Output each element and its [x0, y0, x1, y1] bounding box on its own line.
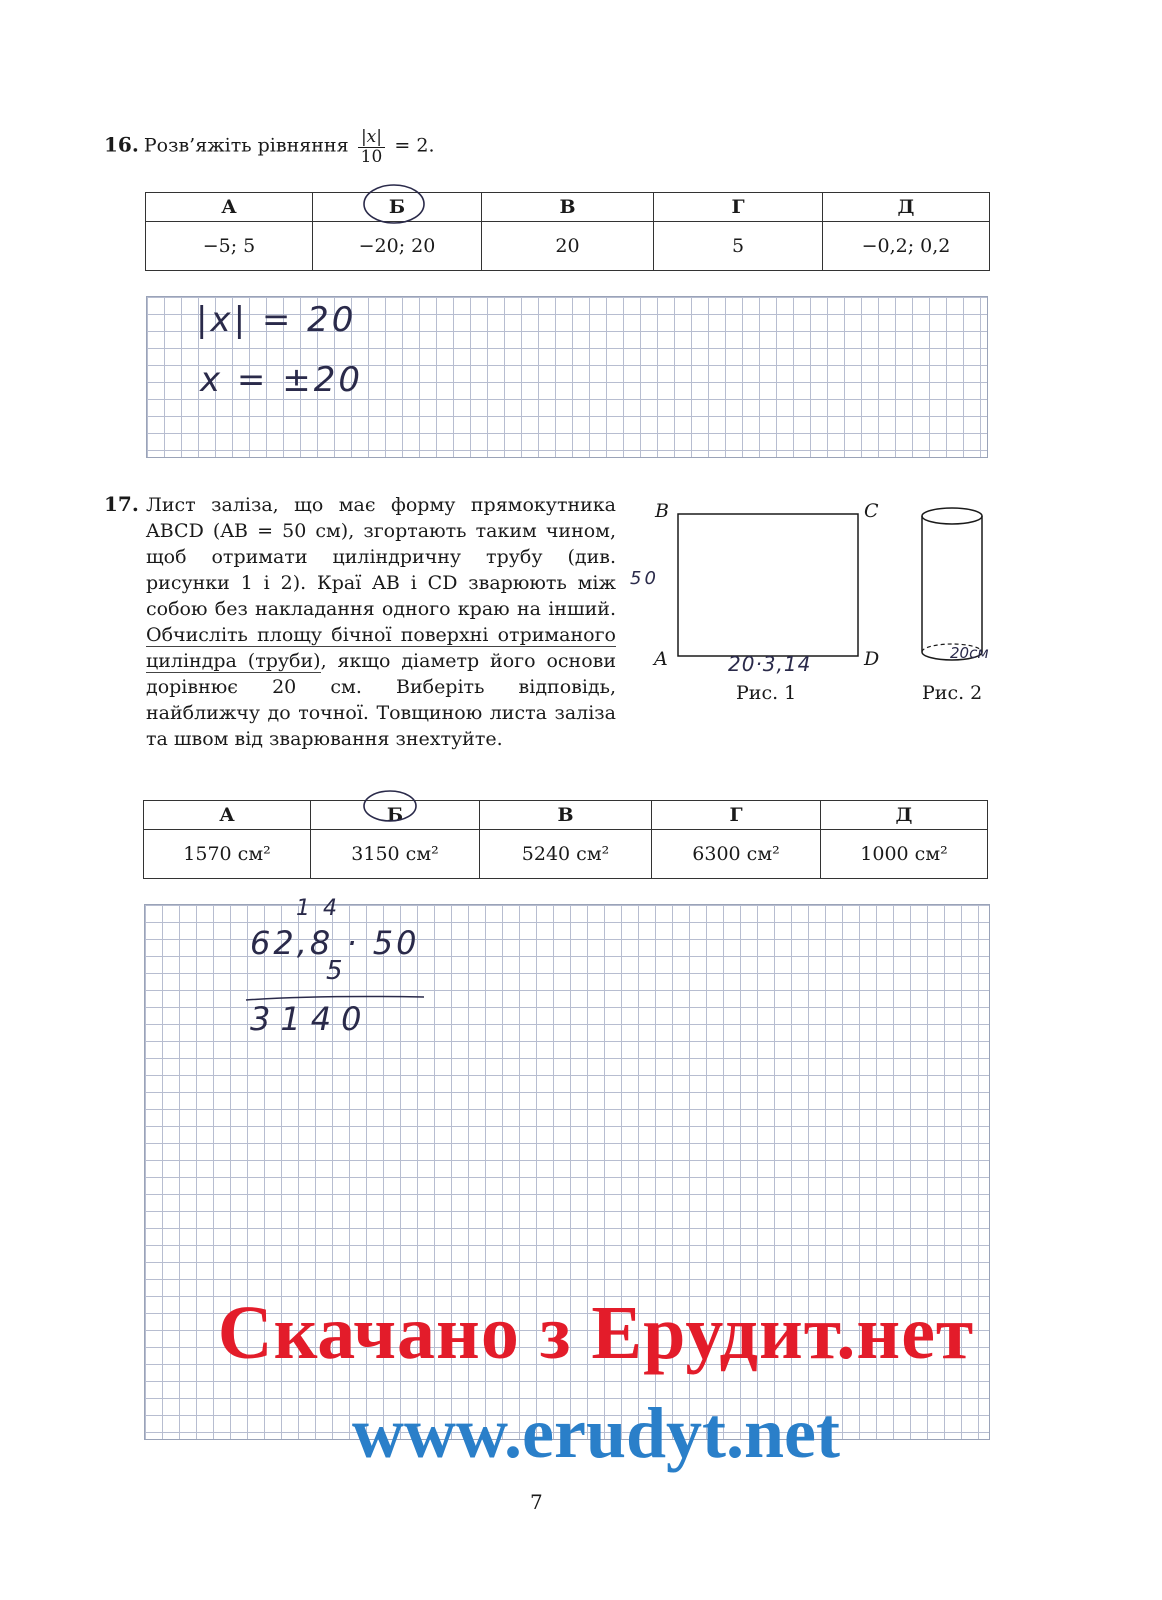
q17-option-value: 1570 см² [144, 830, 311, 879]
q17-selected-mark [358, 784, 422, 824]
q17-text-underlined: Обчисліть площу бічної поверхні отриманого циліндра (труби) [146, 624, 616, 672]
q16-option-letter[interactable]: Г [654, 193, 823, 222]
fig1-caption: Рис. 1 [736, 682, 797, 704]
q17-option-letter[interactable]: А [144, 801, 311, 830]
fig1-side-note: 50 [630, 568, 659, 589]
fig1-vertex-c: C [864, 500, 879, 522]
q16-option-letter[interactable]: Д [823, 193, 990, 222]
q17-fig2-cylinder [918, 504, 988, 666]
q16-option-value: −5; 5 [146, 222, 313, 271]
q16-option-value: −20; 20 [313, 222, 482, 271]
q16-work-line: |x| = 20 [196, 300, 357, 340]
q16-answer-table [145, 192, 990, 271]
q16-fraction [358, 128, 386, 166]
q17-number: 17. [104, 492, 139, 516]
q16-option-letter[interactable]: А [146, 193, 313, 222]
watermark-blue: www.erudyt.net [352, 1393, 840, 1473]
watermark-red: Скачано з Ерудит.нет [217, 1291, 975, 1375]
fig1-vertex-b: B [655, 500, 669, 522]
q17-option-value: 3150 см² [311, 830, 480, 879]
q17-option-value: 1000 см² [821, 830, 988, 879]
q17-option-letter[interactable]: Д [821, 801, 988, 830]
q16-work-line: x = ±20 [200, 360, 363, 400]
q17-option-letter[interactable]: Б [311, 801, 480, 830]
q17-option-value: 5240 см² [480, 830, 652, 879]
q16-option-value: 5 [654, 222, 823, 271]
fig2-note: 20см [950, 644, 989, 662]
q17-work-line: 1 4 [296, 896, 340, 921]
q16-option-value: 20 [482, 222, 654, 271]
fig2-caption: Рис. 2 [922, 682, 983, 704]
q17-answer-table [143, 800, 988, 879]
q17-work-line: 3140 [250, 1000, 372, 1038]
q17-work-line: 5 [326, 956, 346, 986]
q16-number: 16. [104, 132, 139, 157]
q16-selected-circle [356, 180, 432, 226]
q17-fig1-rectangle [676, 512, 860, 660]
q17-option-letter[interactable]: Г [652, 801, 821, 830]
q16-eq-tail: = 2. [394, 134, 435, 157]
q16-frac-num: |x| [358, 128, 386, 148]
q17-text-part: , якщо діаметр його основи дорівнює 20 см. Виберіть відповідь, найближчу до точної. Товщиною листа заліза та швом від зварювання знехтуйте. [146, 650, 616, 750]
page-number: 7 [530, 1490, 543, 1514]
q16-option-letter[interactable]: В [482, 193, 654, 222]
q17-text [146, 492, 616, 752]
q17-option-letter[interactable]: В [480, 801, 652, 830]
q17-work-line: 62,8 · 50 [250, 924, 420, 962]
q16-heading [104, 128, 434, 166]
fig1-bottom-note: 20·3,14 [728, 652, 812, 676]
q16-option-value: −0,2; 0,2 [823, 222, 990, 271]
fig1-vertex-d: D [864, 648, 880, 670]
q17-text-part: Лист заліза, що має форму прямокутника ABCD (AB = 50 см), згортають таким чином, щоб отримати циліндричну трубу (див. рисунки 1 і 2). Краї AB і CD зварюють між собою без накладання одного краю на інший. [146, 494, 616, 620]
q17-option-value: 6300 см² [652, 830, 821, 879]
q16-frac-den: 10 [360, 146, 383, 167]
q16-text: Розв’яжіть рівняння [143, 134, 349, 157]
fig1-vertex-a: A [654, 648, 668, 670]
q16-option-letter[interactable]: Б [313, 193, 482, 222]
